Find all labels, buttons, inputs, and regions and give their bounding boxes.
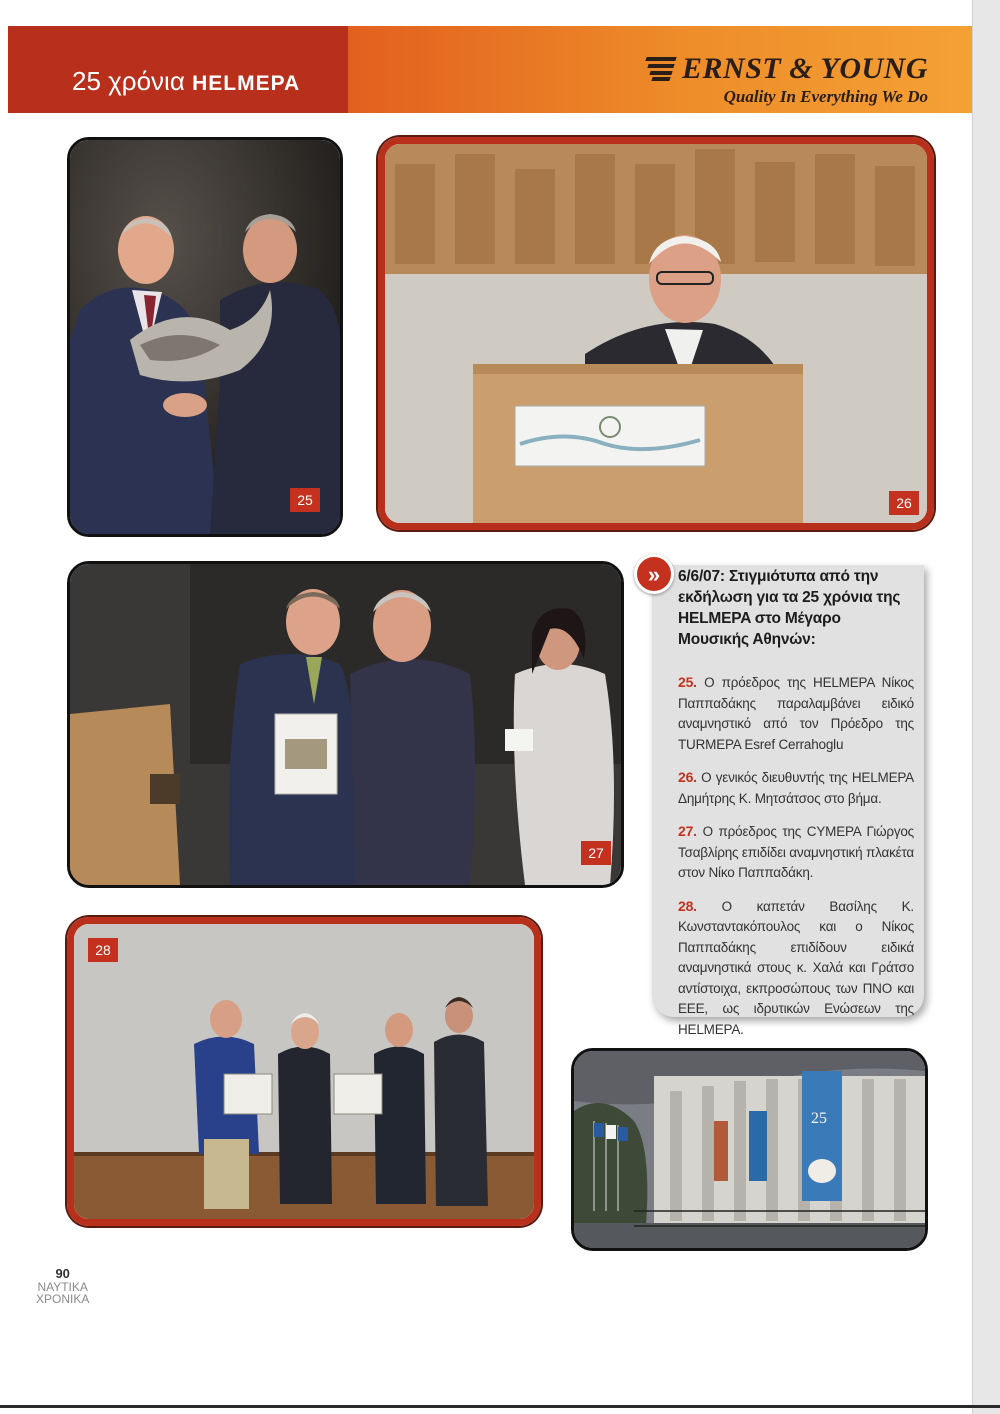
page-header xyxy=(8,26,972,113)
photo-26 xyxy=(378,137,934,530)
caption-item-number: 25. xyxy=(678,674,697,690)
bottom-rule xyxy=(0,1405,1000,1408)
photo-building-image xyxy=(574,1051,925,1248)
section-title-prefix: 25 χρόνια xyxy=(72,66,185,96)
caption-item-text: Ο καπετάν Βασίλης Κ. Κωνσταντακόπουλος και ο Νίκος Παππαδάκης επιδίδουν ειδικά αναμνηστικά στους κ. Χαλά και Γράτσο αντίστοιχα, εκπροσώπους των ΠΝΟ και ΕΕΕ, ως ιδρυτικών Ενώσεων της HELMEPA. xyxy=(678,898,914,1037)
caption-content xyxy=(678,566,914,1040)
page-folio xyxy=(36,1268,89,1305)
photo-number-badge: 26 xyxy=(889,491,919,515)
caption-item xyxy=(678,767,914,809)
caption-item-number: 27. xyxy=(678,823,697,839)
caption-item-text: Ο γενικός διευθυντής της HELMEPA Δημήτρης Κ. Μητσάτσος στο βήμα. xyxy=(678,770,914,806)
page-number: 90 xyxy=(55,1266,70,1281)
photo-27 xyxy=(67,561,624,888)
photo-number-badge: 25 xyxy=(290,488,320,512)
photo-27-image xyxy=(70,564,621,885)
photo-28 xyxy=(67,917,541,1226)
caption-item-number: 28. xyxy=(678,897,697,914)
magazine-name-line2: ΧΡΟΝΙΚΑ xyxy=(36,1292,90,1306)
caption-item xyxy=(678,821,914,884)
logo-tagline: Quality In Everything We Do xyxy=(723,87,928,106)
ey-mark-icon xyxy=(646,57,676,81)
logo-name: ERNST & YOUNG xyxy=(682,52,928,85)
photo-25-image xyxy=(70,140,340,534)
photo-building xyxy=(571,1048,928,1251)
caption-heading: 6/6/07: Στιγμιότυπα από την εκδήλωση για τα 25 χρόνια της HELMEPA στο Μέγαρο Μουσικής Αθηνών: xyxy=(678,568,901,648)
photo-25 xyxy=(67,137,343,537)
photo-number-badge: 28 xyxy=(88,938,118,962)
caption-item-number: 26. xyxy=(678,769,697,785)
photo-26-image xyxy=(385,144,927,523)
photo-28-image xyxy=(74,924,534,1219)
photo-number-badge: 27 xyxy=(581,841,611,865)
magazine-name-line1: ΝΑΥΤΙΚΑ xyxy=(37,1280,88,1294)
caption-item xyxy=(678,896,914,1041)
caption-item-text: Ο πρόεδρος της HELMEPA Νίκος Παππαδάκης παραλαμβάνει ειδικό αναμνηστικό από τον Πρόεδρο της TURMEPA Esref Cerrahoglu xyxy=(678,675,914,752)
banner-text: 25 xyxy=(811,1110,827,1127)
page-edge xyxy=(972,0,1000,1414)
section-title xyxy=(72,66,300,97)
section-title-brand: HELMEPA xyxy=(192,72,301,95)
ernst-young-logo xyxy=(646,52,928,107)
caption-item xyxy=(678,672,914,755)
caption-item-text: Ο πρόεδρος της CYMEPA Γιώργος Τσαβλίρης επιδίδει αναμνηστική πλακέτα στον Νίκο Παππαδάκη. xyxy=(678,824,914,880)
double-chevron-right-icon: » xyxy=(634,554,674,594)
